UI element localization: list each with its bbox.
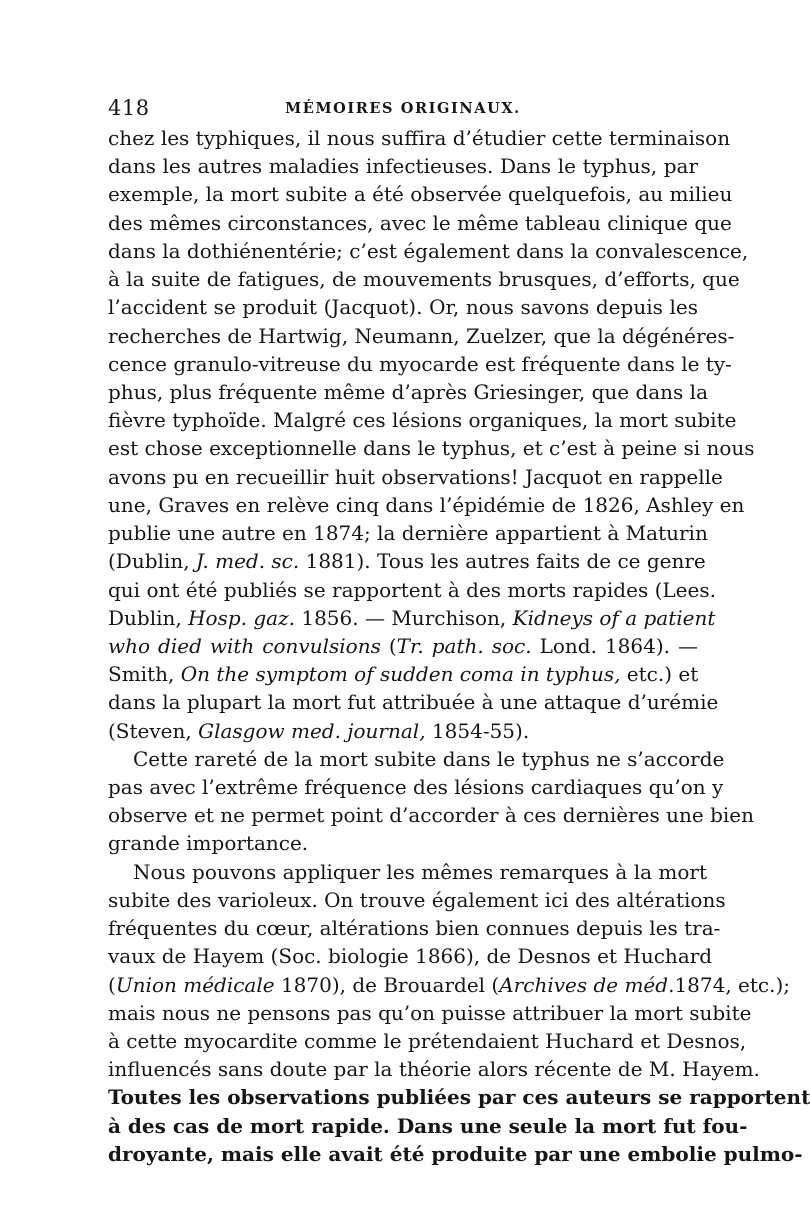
text-segment: pas avec l’extrême fréquence des lésions cardiaques qu’on y xyxy=(108,775,724,800)
text-line xyxy=(108,237,749,265)
text-segment: recherches de Hartwig, Neumann, Zuelzer, que la dégénéres- xyxy=(108,323,735,348)
text-line xyxy=(108,829,698,857)
text-line xyxy=(108,632,698,660)
text-line xyxy=(108,745,725,773)
text-segment: publie une autre en 1874; la dernière appartient à Maturin xyxy=(108,521,708,546)
italic-text: Glasgow med. journal, xyxy=(198,718,426,743)
text-segment: ( xyxy=(108,972,116,997)
text-segment: (Steven, xyxy=(108,718,199,743)
text-line xyxy=(108,378,708,406)
text-segment: Cette rareté de la mort subite dans le typhus ne s’accorde xyxy=(133,746,725,771)
text-line xyxy=(108,999,752,1027)
text-line xyxy=(108,519,708,547)
text-line xyxy=(108,1083,810,1111)
italic-text: Archives de méd. xyxy=(499,972,675,997)
text-segment: à cette myocardite comme le prétendaient Huchard et Desnos, xyxy=(108,1029,747,1053)
text-segment: 1870), de Brouardel ( xyxy=(274,972,500,997)
italic-text: On the symptom of sudden coma in typhus, xyxy=(180,662,621,687)
text-line xyxy=(108,576,716,604)
text-segment: mais nous ne pensons pas qu’on puisse attribuer la mort subite xyxy=(108,1000,752,1025)
italic-text: Hosp. gaz. xyxy=(188,605,295,630)
text-segment: à des cas de mort rapide. Dans une seule la mort fut fou- xyxy=(108,1113,748,1138)
text-line xyxy=(108,547,706,575)
text-segment: fréquentes du cœur, altérations bien connues depuis les tra- xyxy=(108,916,721,941)
text-segment: des mêmes circonstances, avec le même tableau clinique que xyxy=(108,210,732,235)
text-line xyxy=(108,1055,760,1083)
text-line xyxy=(108,434,755,462)
text-segment: chez les typhiques, il nous suffira d’étudier cette terminaison xyxy=(108,126,731,150)
text-segment: qui ont été publiés se rapportent à des morts rapides (Lees. xyxy=(108,577,716,602)
italic-text: Kidneys of a patient xyxy=(512,605,716,630)
text-segment: fièvre typhoïde. Malgré ces lésions organiques, la mort subite xyxy=(108,408,737,433)
text-line xyxy=(108,773,724,801)
page-number: 418 xyxy=(108,96,150,120)
text-line xyxy=(108,406,737,434)
text-line xyxy=(108,971,791,999)
text-segment: est chose exceptionnelle dans le typhus, et c’est à peine si nous xyxy=(108,436,755,461)
text-segment: subite des varioleux. On trouve également ici des altérations xyxy=(108,887,726,912)
text-segment: vaux de Hayem (Soc. biologie 1866), de Desnos et Huchard xyxy=(108,944,713,969)
text-line xyxy=(108,858,707,886)
italic-text: Union médicale xyxy=(115,972,275,997)
italic-text: Tr. path. soc. xyxy=(396,633,532,658)
text-line xyxy=(108,124,731,152)
text-segment: Smith, xyxy=(108,662,181,687)
text-line xyxy=(108,209,732,237)
text-line xyxy=(108,914,721,942)
text-segment: droyante, mais elle avait été produite par une embolie pulmo- xyxy=(108,1141,803,1166)
body-text xyxy=(108,124,810,1168)
text-segment: 1881). Tous les autres faits de ce genre xyxy=(299,549,706,574)
text-line xyxy=(108,350,732,378)
running-title: MÉMOIRES ORIGINAUX. xyxy=(285,100,521,117)
text-line xyxy=(108,717,698,745)
text-segment: dans la plupart la mort fut attribuée à une attaque d’urémie xyxy=(108,690,719,715)
text-segment: Nous pouvons appliquer les mêmes remarques à la mort xyxy=(133,859,707,884)
text-line xyxy=(108,886,726,914)
text-line xyxy=(108,491,745,519)
italic-text: who died with convulsions xyxy=(108,633,381,658)
text-line xyxy=(108,293,698,321)
text-segment: 1874, etc.); xyxy=(674,972,791,997)
text-segment: observe et ne permet point d’accorder à ces dernières une bien xyxy=(108,803,754,828)
text-segment: dans la dothiénentérie; c’est également dans la convalescence, xyxy=(108,238,749,263)
text-line xyxy=(108,1140,803,1168)
text-segment: (Dublin, xyxy=(108,549,196,574)
text-segment: avons pu en recueillir huit observations! Jacquot en rappelle xyxy=(108,464,723,489)
text-line xyxy=(108,322,735,350)
text-line xyxy=(108,942,713,970)
text-segment: une, Graves en relève cinq dans l’épidémie de 1826, Ashley en xyxy=(108,492,745,517)
text-segment: cence granulo-vitreuse du myocarde est fréquente dans le ty- xyxy=(108,351,732,376)
text-line xyxy=(108,463,723,491)
text-line xyxy=(108,180,733,208)
text-line xyxy=(108,1027,747,1055)
italic-text: J. med. sc. xyxy=(195,549,300,574)
text-line xyxy=(108,265,740,293)
text-line xyxy=(108,688,719,716)
text-segment: influencés sans doute par la théorie alors récente de M. Hayem. xyxy=(108,1057,760,1082)
text-line xyxy=(108,660,698,688)
text-segment: Lond. 1864). — xyxy=(531,633,699,658)
text-segment: etc.) et xyxy=(620,662,699,687)
text-segment: Dublin, xyxy=(108,605,189,630)
text-segment: 1854-55). xyxy=(425,718,530,743)
text-segment: grande importance. xyxy=(108,831,309,856)
text-segment: phus, plus fréquente même d’après Griesinger, que dans la xyxy=(108,379,708,404)
text-segment: l’accident se produit (Jacquot). Or, nous savons depuis les xyxy=(108,295,698,320)
text-line xyxy=(108,801,754,829)
text-segment: ( xyxy=(380,633,397,658)
text-segment: 1856. — Murchison, xyxy=(295,605,513,630)
text-line xyxy=(108,152,698,180)
text-segment: dans les autres maladies infectieuses. Dans le typhus, par xyxy=(108,154,698,179)
text-line xyxy=(108,604,716,632)
text-segment: exemple, la mort subite a été observée quelquefois, au milieu xyxy=(108,182,733,207)
text-segment: Toutes les observations publiées par ces auteurs se rapportent xyxy=(108,1085,810,1110)
text-segment: à la suite de fatigues, de mouvements brusques, d’efforts, que xyxy=(108,267,740,292)
text-line xyxy=(108,1112,748,1140)
page-header xyxy=(108,96,698,126)
